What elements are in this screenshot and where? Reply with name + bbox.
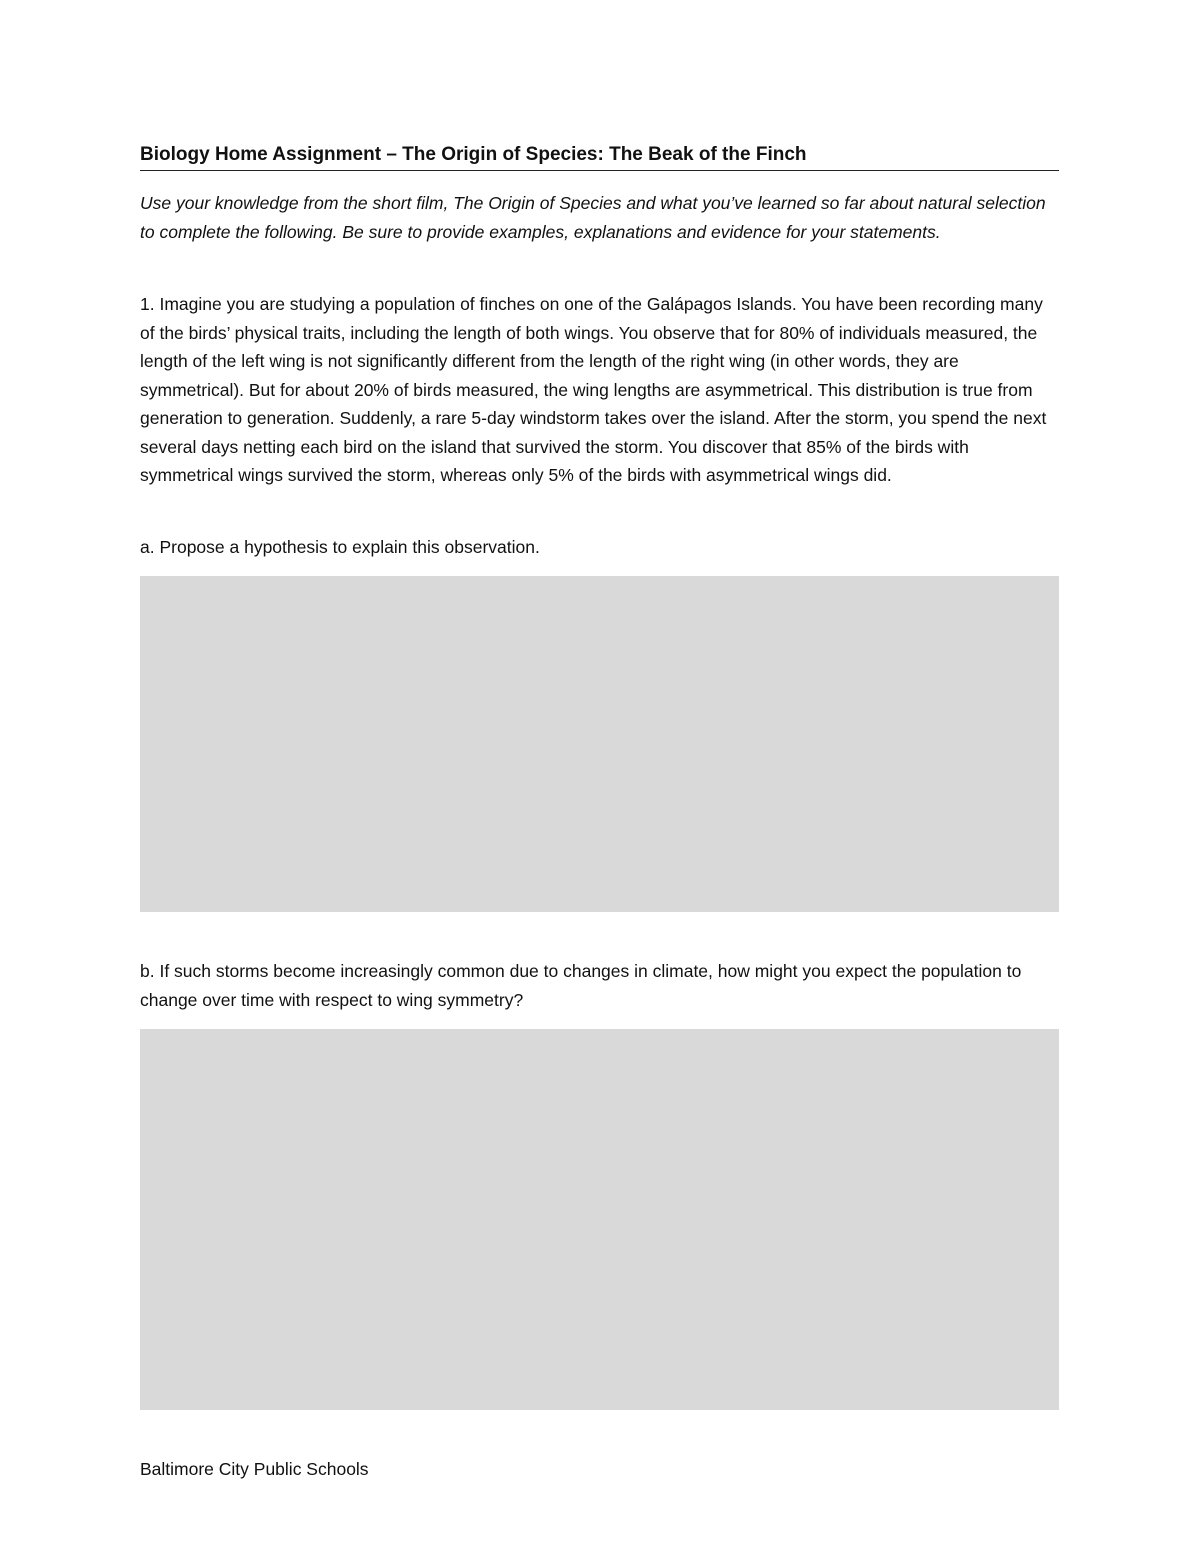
- page-title: Biology Home Assignment – The Origin of Species: The Beak of the Finch: [140, 143, 1059, 171]
- answer-box-1a[interactable]: [140, 576, 1059, 912]
- instructions-text: Use your knowledge from the short film, The Origin of Species and what you’ve learned so far about natural selection to complete the following. Be sure to provide examples, explanations and evidence for your statements.: [140, 193, 1046, 242]
- answer-box-1b[interactable]: [140, 1029, 1059, 1410]
- question-1b-prompt: b. If such storms become increasingly common due to changes in climate, how might you expect the population to change over time with respect to wing symmetry?: [140, 961, 1022, 1010]
- footer-text: Baltimore City Public Schools: [140, 1459, 369, 1479]
- question-1-text: 1. Imagine you are studying a population of finches on one of the Galápagos Islands. You have been recording many of the birds’ physical traits, including the length of both wings. You observe that for 80% of individuals measured, the length of the left wing is not significantly different from the length of the right wing (in other words, they are symmetrical). But for about 20% of birds measured, the wing lengths are asymmetrical. This distribution is true from generation to generation. Suddenly, a rare 5-day windstorm takes over the island. After the storm, you spend the next several days netting each bird on the island that survived the storm. You discover that 85% of the birds with symmetrical wings survived the storm, whereas only 5% of the birds with asymmetrical wings did.: [140, 294, 1047, 485]
- question-1a-prompt: a. Propose a hypothesis to explain this observation.: [140, 537, 540, 557]
